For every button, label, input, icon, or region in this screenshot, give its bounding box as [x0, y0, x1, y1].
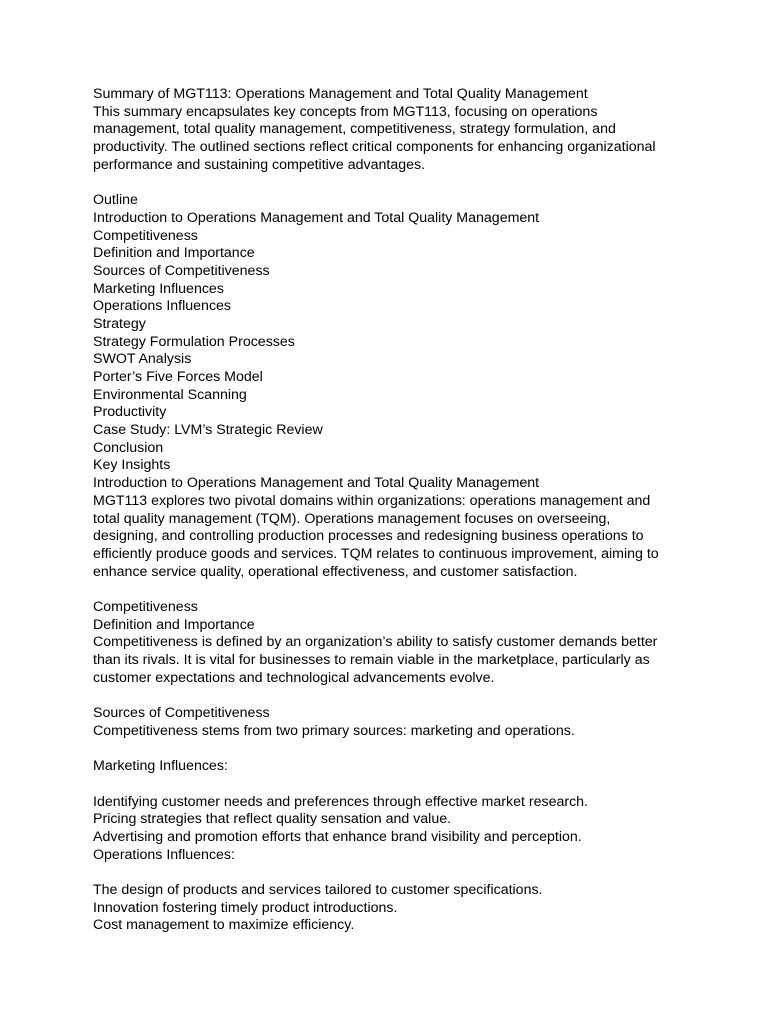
- outline-item: Environmental Scanning: [93, 386, 247, 403]
- outline-item: Introduction to Operations Management and Total Quality Management: [93, 209, 540, 226]
- intro-line: This summary encapsulates key concepts from MGT113, focusing on operations: [93, 103, 598, 120]
- operations-item: The design of products and services tailored to customer specifications.: [93, 881, 543, 898]
- marketing-item: Identifying customer needs and preferences through effective market research.: [93, 793, 588, 810]
- paragraph-line: Competitiveness stems from two primary sources: marketing and operations.: [93, 722, 575, 739]
- outline-item: Strategy Formulation Processes: [93, 333, 295, 350]
- paragraph-line: MGT113 explores two pivotal domains within organizations: operations management and: [93, 492, 651, 509]
- operations-heading: Operations Influences:: [93, 846, 235, 863]
- section-heading: Introduction to Operations Management and Total Quality Management: [93, 475, 540, 492]
- outline-item: Definition and Importance: [93, 245, 255, 262]
- spacer: [93, 174, 693, 192]
- marketing-heading: Marketing Influences:: [93, 758, 228, 775]
- spacer: [93, 687, 693, 705]
- intro-line: productivity. The outlined sections reflect critical components for enhancing organizational: [93, 139, 656, 156]
- outline-item: Marketing Influences: [93, 280, 224, 297]
- operations-item: Innovation fostering timely product introductions.: [93, 899, 398, 916]
- document-title: Summary of MGT113: Operations Management and Total Quality Management: [93, 86, 588, 102]
- outline-item: Porter’s Five Forces Model: [93, 369, 263, 385]
- section-heading: Sources of Competitiveness: [93, 705, 270, 722]
- outline-item: Competitiveness: [93, 227, 198, 244]
- section-heading: Competitiveness: [93, 598, 198, 615]
- paragraph-line: designing, and controlling production processes and redesigning business operations to: [93, 528, 644, 545]
- outline-heading: Outline: [93, 192, 138, 209]
- paragraph-line: than its rivals. It is vital for businesses to remain viable in the marketplace, particularly as: [93, 652, 650, 668]
- outline-item: Conclusion: [93, 439, 164, 456]
- paragraph-line: Competitiveness is defined by an organization’s ability to satisfy customer demands better: [93, 634, 658, 651]
- intro-line: management, total quality management, competitiveness, strategy formulation, and: [93, 121, 616, 138]
- outline-item: Productivity: [93, 404, 167, 421]
- spacer: [93, 581, 693, 599]
- paragraph-line: efficiently produce goods and services. TQM relates to continuous improvement, aiming to: [93, 545, 659, 562]
- outline-item: Key Insights: [93, 457, 171, 474]
- spacer: [93, 740, 693, 758]
- document-page: [93, 86, 693, 935]
- outline-item: Sources of Competitiveness: [93, 262, 270, 279]
- marketing-item: Advertising and promotion efforts that enhance brand visibility and perception.: [93, 828, 582, 845]
- outline-item: Case Study: LVM’s Strategic Review: [93, 422, 323, 439]
- marketing-item: Pricing strategies that reflect quality sensation and value.: [93, 811, 452, 828]
- outline-item: Strategy: [93, 315, 146, 332]
- spacer: [93, 776, 693, 794]
- outline-item: SWOT Analysis: [93, 351, 192, 368]
- outline-item: Operations Influences: [93, 298, 232, 315]
- operations-item: Cost management to maximize efficiency.: [93, 917, 355, 934]
- spacer: [93, 864, 693, 882]
- section-subheading: Definition and Importance: [93, 616, 255, 633]
- paragraph-line: total quality management (TQM). Operations management focuses on overseeing,: [93, 510, 611, 527]
- paragraph-line: enhance service quality, operational effectiveness, and customer satisfaction.: [93, 563, 578, 580]
- paragraph-line: customer expectations and technological advancements evolve.: [93, 669, 495, 686]
- intro-line: performance and sustaining competitive advantages.: [93, 156, 426, 173]
